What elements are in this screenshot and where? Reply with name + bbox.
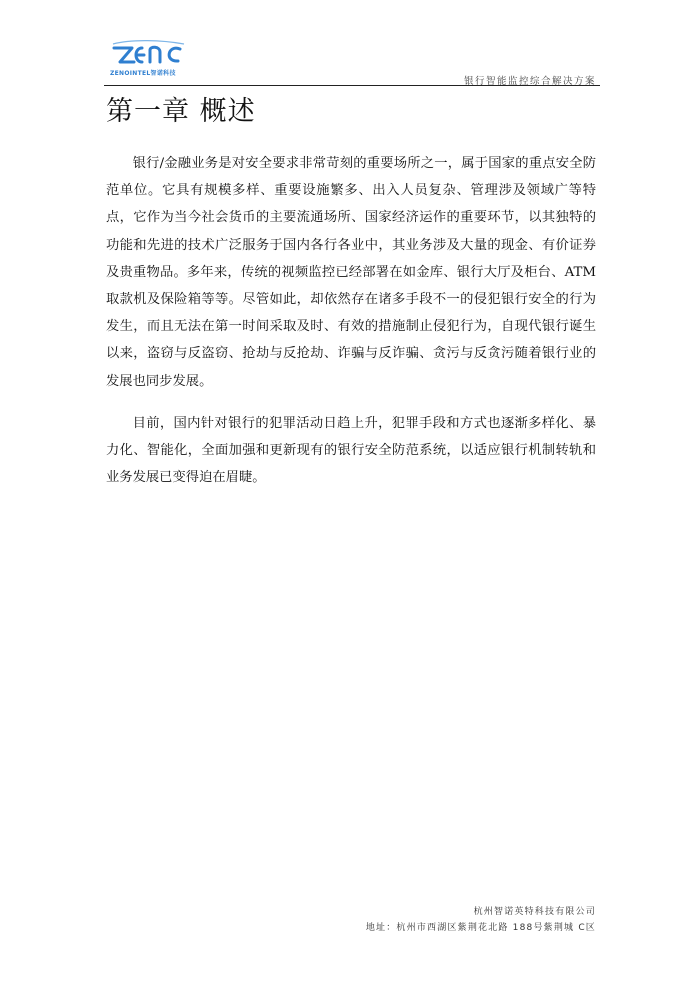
body-content <box>106 150 596 506</box>
zenointel-logo-icon <box>112 40 186 68</box>
logo-caption: ZENOINTEL智诺科技 <box>110 70 176 77</box>
page-footer <box>366 904 596 936</box>
paragraph: 银行/金融业务是对安全要求非常苛刻的重要场所之一，属于国家的重点安全防范单位。它具有规模多样、重要设施繁多、出入人员复杂、管理涉及领域广等特点，它作为当今社会货币的主要流通场所、国家经济运作的重要环节，以其独特的功能和先进的技术广泛服务于国内各行各业中，其业务涉及大量的现金、有价证券及贵重物品。多年来，传统的视频监控已经部署在如金库、银行大厅及柜台、ATM取款机及保险箱等等。尽管如此，却依然存在诸多手段不一的侵犯银行安全的行为发生，而且无法在第一时间采取及时、有效的措施制止侵犯行为，自现代银行诞生以来，盗窃与反盗窃、抢劫与反抢劫、诈骗与反诈骗、贪污与反贪污随着银行业的发展也同步发展。 <box>106 156 596 389</box>
company-logo <box>104 40 204 86</box>
paragraph: 目前，国内针对银行的犯罪活动日趋上升，犯罪手段和方式也逐渐多样化、暴力化、智能化，全面加强和更新现有的银行安全防范系统，以适应银行机制转轨和业务发展已变得迫在眉睫。 <box>106 415 596 486</box>
document-title: 银行智能监控综合解决方案 <box>463 76 596 87</box>
footer-company: 杭州智诺英特科技有限公司 <box>473 907 596 917</box>
chapter-title: 第一章 概述 <box>106 96 256 127</box>
footer-address: 地址：杭州市西湖区紫荆花北路 188号紫荆城 C区 <box>365 923 596 933</box>
page-header <box>104 40 600 86</box>
header-divider <box>104 85 600 86</box>
